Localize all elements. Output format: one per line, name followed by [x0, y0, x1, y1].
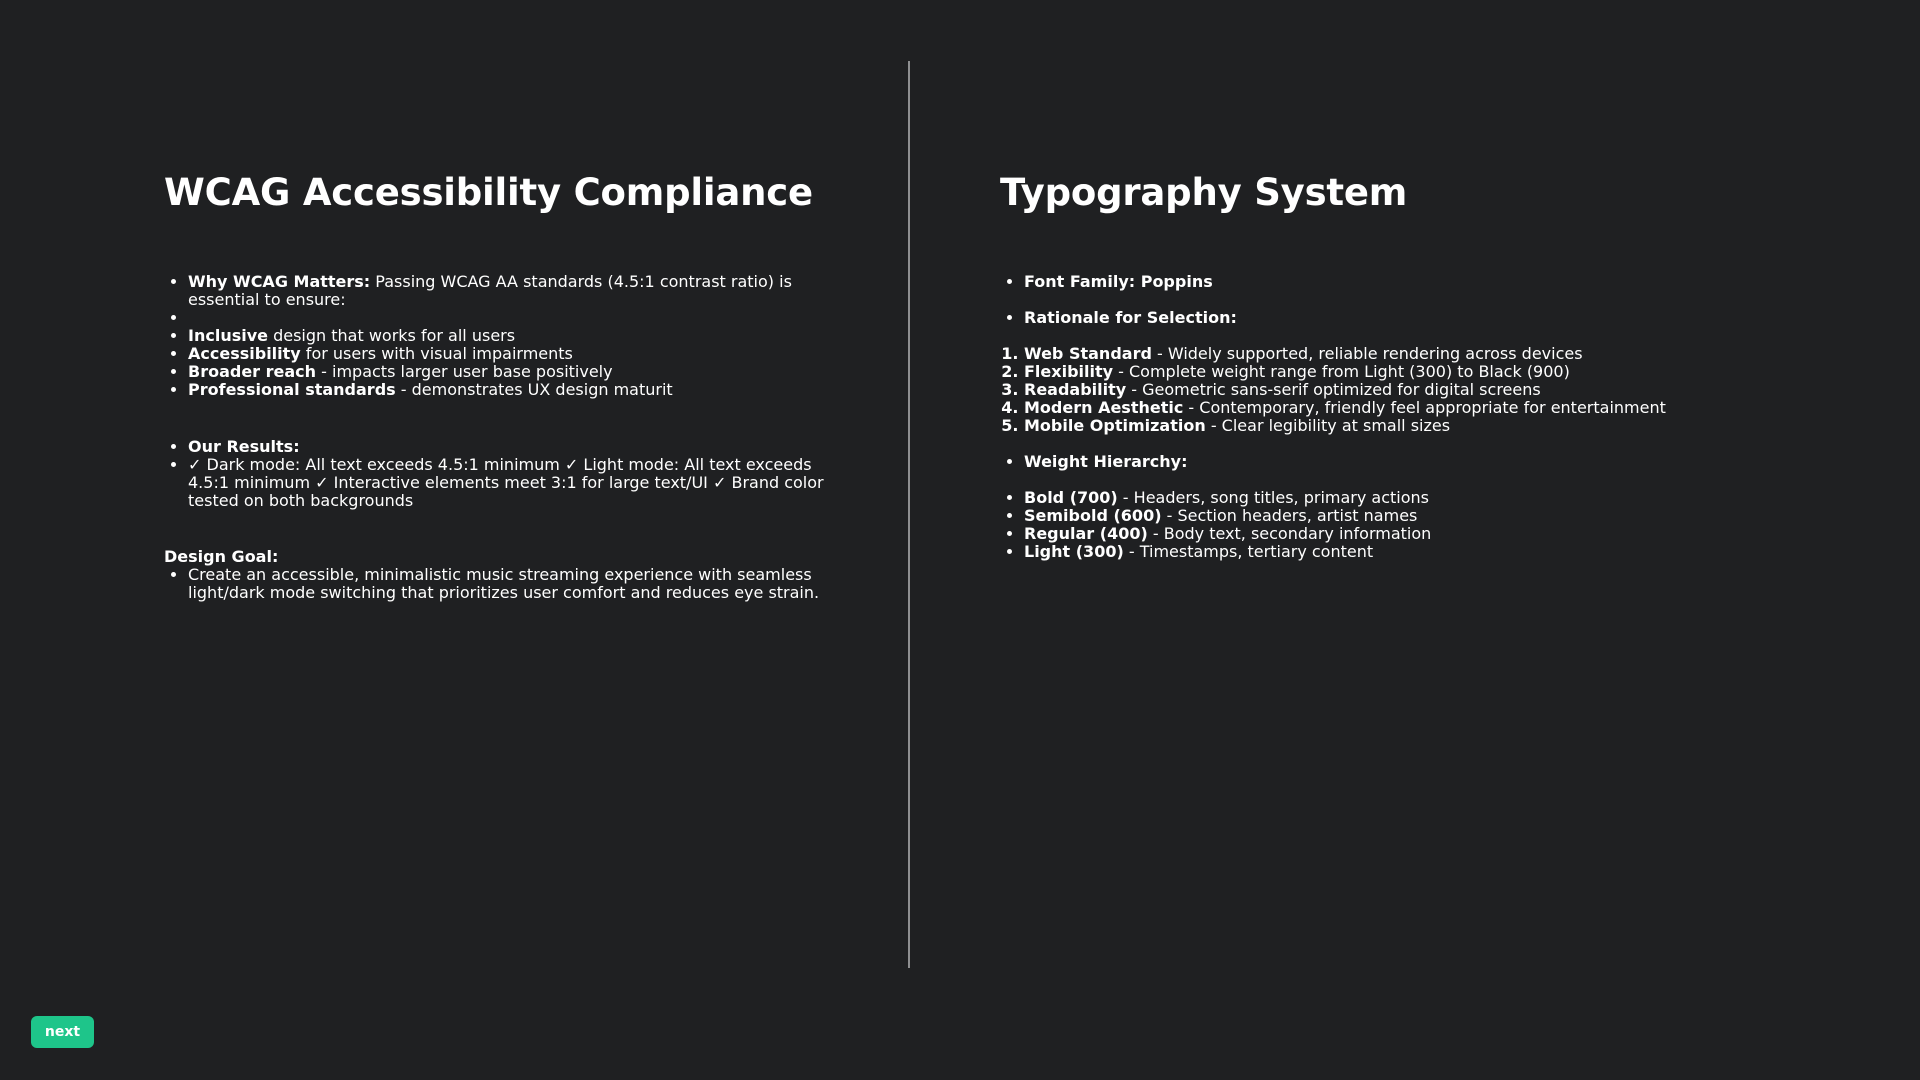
why-text: Passing WCAG AA standards (4.5:1 contrast ratio) is essential to ensure: [188, 272, 792, 309]
rationale-list [1000, 345, 1860, 435]
wcag-why-list [164, 273, 854, 399]
list-item [1024, 417, 1860, 435]
list-item [1024, 507, 1860, 525]
weight-item-text: - Headers, song titles, primary actions [1117, 488, 1430, 507]
design-goal-label: Design Goal: [164, 547, 279, 566]
list-item [1024, 381, 1860, 399]
design-goal-text: • Create an accessible, minimalistic music streaming experience with seamless light/dark mode switching that prioritizes user comfort and reduces eye strain. [188, 566, 854, 602]
weight-item-label: Semibold (600) [1024, 506, 1162, 525]
rationale-item-label: Mobile Optimization [1024, 416, 1206, 435]
list-item [188, 456, 854, 510]
font-family-label: Font Family: Poppins [1024, 272, 1213, 291]
wcag-title: WCAG Accessibility Compliance [164, 171, 813, 214]
results-list [164, 438, 854, 510]
results-label: Our Results: [188, 437, 300, 456]
result-check: ✓ Interactive elements meet 3:1 for large text/UI [315, 473, 708, 492]
list-item [188, 345, 854, 363]
design-goal-list [164, 566, 854, 602]
benefit-text: design that works for all users [268, 326, 516, 345]
weight-item-label: Regular (400) [1024, 524, 1148, 543]
list-item [1024, 399, 1860, 417]
rationale-item-text: - Complete weight range from Light (300) to Black (900) [1113, 362, 1570, 381]
weight-item-text: - Body text, secondary information [1147, 524, 1432, 543]
weight-item-text: - Section headers, artist names [1161, 506, 1418, 525]
list-item [1024, 363, 1860, 381]
weight-item-label: Bold (700) [1024, 488, 1118, 507]
typography-title: Typography System [1000, 171, 1408, 214]
list-item [1024, 273, 1860, 291]
benefit-label: Professional standards [188, 380, 396, 399]
result-check: ✓ Brand color tested on both backgrounds [188, 473, 824, 510]
list-item [188, 381, 854, 399]
list-item [188, 273, 854, 309]
list-item [1024, 489, 1860, 507]
column-divider [908, 61, 910, 968]
weight-item-label: Light (300) [1024, 542, 1124, 561]
benefit-label: Inclusive [188, 326, 268, 345]
rationale-item-label: Readability [1024, 380, 1127, 399]
typography-column [1000, 170, 1860, 561]
benefit-text: - demonstrates UX design maturit [395, 380, 673, 399]
rationale-item-text: - Contemporary, friendly feel appropriate for entertainment [1183, 398, 1666, 417]
benefit-text: - impacts larger user base positively [316, 362, 613, 381]
list-item [1024, 543, 1860, 561]
list-item [1024, 453, 1860, 471]
rationale-item-text: - Geometric sans-serif optimized for digital screens [1126, 380, 1541, 399]
weight-list [1000, 489, 1860, 561]
list-item [1024, 525, 1860, 543]
rationale-item-text: - Clear legibility at small sizes [1205, 416, 1451, 435]
list-item [188, 327, 854, 345]
weight-heading-list [1000, 453, 1860, 471]
weight-hierarchy-label: Weight Hierarchy: [1024, 452, 1188, 471]
result-check: ✓ Dark mode: All text exceeds 4.5:1 minimum [188, 455, 560, 474]
wcag-column [164, 170, 854, 602]
rationale-item-label: Flexibility [1024, 362, 1114, 381]
result-check: ✓ Light mode: All text exceeds 4.5:1 minimum [188, 455, 812, 492]
benefit-text: for users with visual impairments [300, 344, 573, 363]
rationale-item-label: Web Standard [1024, 344, 1152, 363]
weight-item-text: - Timestamps, tertiary content [1123, 542, 1374, 561]
list-item [188, 363, 854, 381]
font-family-list [1000, 273, 1860, 291]
list-item [1024, 309, 1860, 327]
why-label: Why WCAG Matters: [188, 272, 371, 291]
benefit-label: Accessibility [188, 344, 301, 363]
rationale-item-label: Modern Aesthetic [1024, 398, 1184, 417]
list-item [188, 438, 854, 456]
list-item [1024, 345, 1860, 363]
next-button[interactable]: next [31, 1016, 94, 1048]
benefit-label: Broader reach [188, 362, 317, 381]
empty-bullet [188, 309, 854, 327]
rationale-label: Rationale for Selection: [1024, 308, 1237, 327]
rationale-heading-list [1000, 309, 1860, 327]
rationale-item-text: - Widely supported, reliable rendering across devices [1151, 344, 1583, 363]
